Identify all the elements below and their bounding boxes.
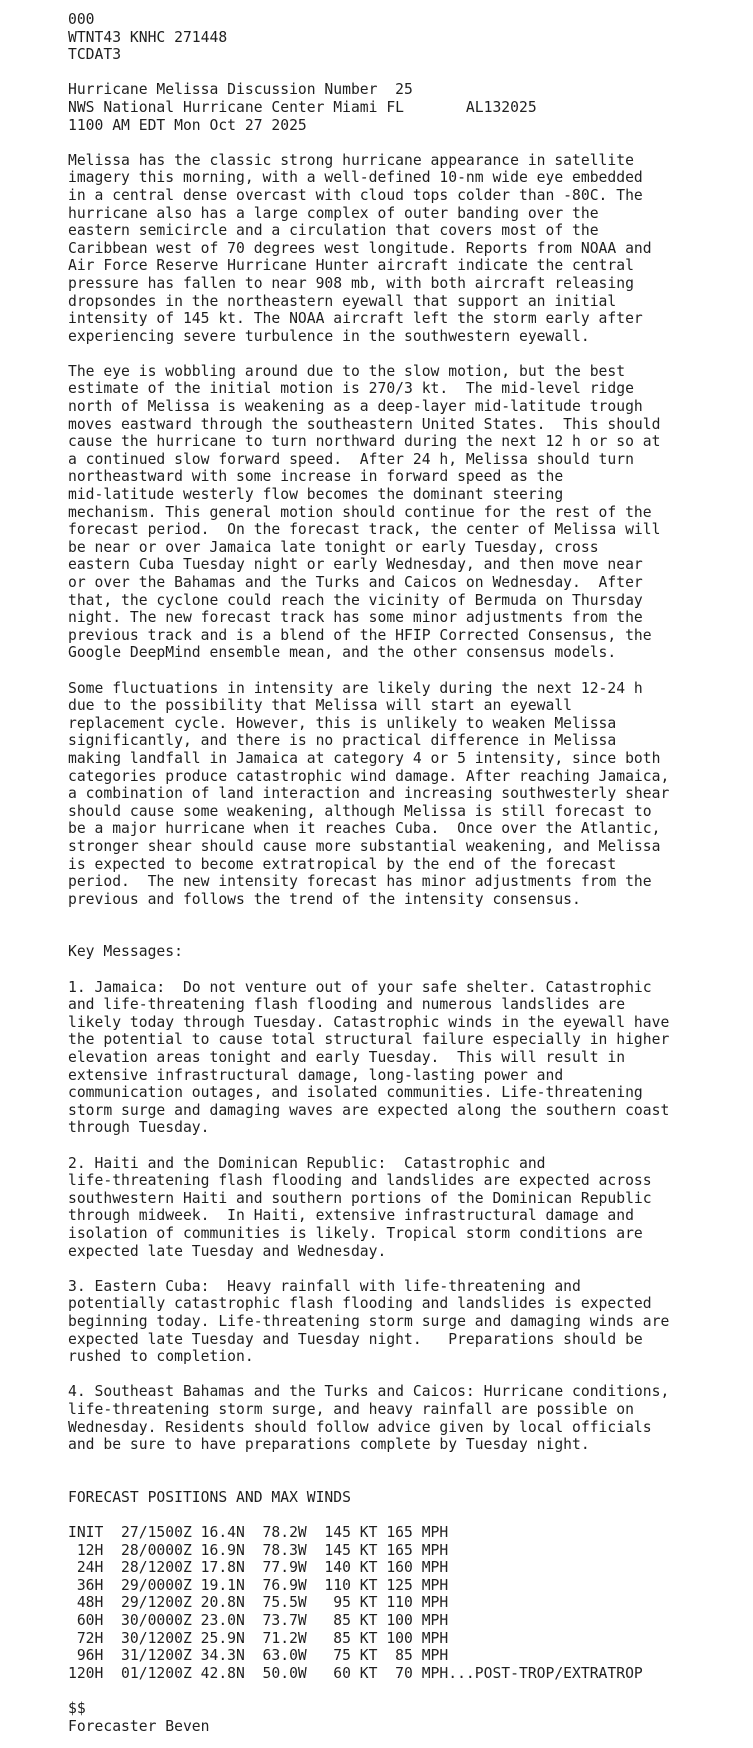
- end-marker: $$: [68, 1700, 86, 1717]
- forecast-row: 12H 28/0000Z 16.9N 78.3W 145 KT 165 MPH: [68, 1541, 449, 1559]
- spacer: [68, 1454, 669, 1472]
- spacer: [68, 908, 669, 926]
- spacer: [68, 134, 669, 152]
- spacer: [68, 1506, 669, 1524]
- forecast-row: 96H 31/1200Z 34.3N 63.0W 75 KT 85 MPH: [68, 1647, 449, 1665]
- issuing-office: NWS National Hurricane Center Miami FL AL132025: [68, 98, 537, 116]
- awips-pil: TCDAT3: [68, 46, 122, 64]
- spacer: [68, 926, 669, 944]
- spacer: [68, 961, 669, 979]
- spacer: [68, 1137, 669, 1155]
- product-code: 000: [68, 11, 95, 28]
- discussion-paragraph-1: Melissa has the classic strong hurricane appearance in satellite imagery this morning, with a well-defined 10-nm wide eye embedded in a central dense overcast with cloud tops colder than -80C. The hurricane also has a large complex of outer banding over the eastern semicircle and a circulation that covers most of the Caribbean west of 70 degrees west longitude. Reports from NOAA and Air Force Reserve Hurricane Hunter aircraft indicate the central pressure has fallen to near 908 mb, with both aircraft releasing dropsondes in the northeastern eyewall that support an initial intensity of 145 kt. The NOAA aircraft left the storm early after experiencing severe turbulence in the southwestern eyewall.: [68, 151, 652, 345]
- key-messages-heading: Key Messages:: [68, 943, 183, 961]
- forecast-row: 24H 28/1200Z 17.8N 77.9W 140 KT 160 MPH: [68, 1559, 449, 1577]
- spacer: [68, 1682, 669, 1700]
- wmo-header: WTNT43 KNHC 271448: [68, 28, 228, 46]
- forecast-row: 120H 01/1200Z 42.8N 50.0W 60 KT 70 MPH...POST-TROP/EXTRATROP: [68, 1664, 643, 1682]
- key-message-3: 3. Eastern Cuba: Heavy rainfall with life-threatening and potentially catastrophic flash flooding and landslides is expected beginning today. Life-threatening storm surge and damaging winds are expected late Tuesday and Tuesday night. Preparations should be rushed to completion.: [68, 1277, 670, 1366]
- discussion-title: Hurricane Melissa Discussion Number 25: [68, 81, 413, 99]
- discussion-paragraph-3: Some fluctuations in intensity are likely during the next 12-24 h due to the possibility that Melissa will start an eyewall replacement cycle. However, this is unlikely to weaken Melissa significantly, and there is no practical difference in Melissa making landfall in Jamaica at category 4 or 5 intensity, since both categories produce catastrophic wind damage. After reaching Jamaica, a combination of land interaction and increasing southwesterly shear should cause some weakening, although Melissa is still forecast to be a major hurricane when it reaches Cuba. Once over the Atlantic, stronger shear should cause more substantial weakening, and Melissa is expected to become extratropical by the end of the forecast period. The new intensity forecast has minor adjustments from the previous and follows the trend of the intensity consensus.: [68, 679, 670, 908]
- spacer: [68, 1366, 669, 1384]
- key-message-1: 1. Jamaica: Do not venture out of your safe shelter. Catastrophic and life-threatening flash flooding and numerous landslides are likely today through Tuesday. Catastrophic winds in the eyewall have the potential to cause total structural failure especially in higher elevation areas tonight and early Tuesday. This will result in extensive infrastructural damage, long-lasting power and communication outages, and isolated communities. Life-threatening storm surge and damaging waves are expected along the southern coast through Tuesday.: [68, 978, 670, 1137]
- forecast-row: INIT 27/1500Z 16.4N 78.2W 145 KT 165 MPH: [68, 1524, 449, 1542]
- forecast-row: 72H 30/1200Z 25.9N 71.2W 85 KT 100 MPH: [68, 1629, 449, 1647]
- spacer: [68, 1260, 669, 1278]
- discussion-document: [68, 11, 669, 1735]
- spacer: [68, 1471, 669, 1489]
- spacer: [68, 345, 669, 363]
- forecast-row: 36H 29/0000Z 19.1N 76.9W 110 KT 125 MPH: [68, 1576, 449, 1594]
- spacer: [68, 64, 669, 82]
- forecast-row: 48H 29/1200Z 20.8N 75.5W 95 KT 110 MPH: [68, 1594, 449, 1612]
- forecast-row: 60H 30/0000Z 23.0N 73.7W 85 KT 100 MPH: [68, 1612, 449, 1630]
- discussion-paragraph-2: The eye is wobbling around due to the slow motion, but the best estimate of the initial motion is 270/3 kt. The mid-level ridge north of Melissa is weakening as a deep-layer mid-latitude trough moves eastward through the southeastern United States. This should cause the hurricane to turn northward during the next 12 h or so at a continued slow forward speed. After 24 h, Melissa should turn northeastward with some increase in forward speed as the mid-latitude westerly flow becomes the dominant steering mechanism. This general motion should continue for the rest of the forecast period. On the forecast track, the center of Melissa will be near or over Jamaica late tonight or early Tuesday, cross eastern Cuba Tuesday night or early Wednesday, and then move near or over the Bahamas and the Turks and Caicos on Wednesday. After that, the cyclone could reach the vicinity of Bermuda on Thursday night. The new forecast track has some minor adjustments from the previous track and is a blend of the HFIP Corrected Consensus, the Google DeepMind ensemble mean, and the other consensus models.: [68, 362, 661, 662]
- issue-time: 1100 AM EDT Mon Oct 27 2025: [68, 116, 307, 134]
- forecast-heading: FORECAST POSITIONS AND MAX WINDS: [68, 1488, 351, 1506]
- forecaster-signature: Forecaster Beven: [68, 1717, 210, 1735]
- key-message-2: 2. Haiti and the Dominican Republic: Catastrophic and life-threatening flash flooding and landslides are expected across southwestern Haiti and southern portions of the Dominican Republic through midweek. In Haiti, extensive infrastructural damage and isolation of communities is likely. Tropical storm conditions are expected late Tuesday and Wednesday.: [68, 1154, 652, 1260]
- spacer: [68, 662, 669, 680]
- key-message-4: 4. Southeast Bahamas and the Turks and Caicos: Hurricane conditions, life-threatening storm surge, and heavy rainfall are possible on Wednesday. Residents should follow advice given by local officials and be sure to have preparations complete by Tuesday night.: [68, 1383, 670, 1454]
